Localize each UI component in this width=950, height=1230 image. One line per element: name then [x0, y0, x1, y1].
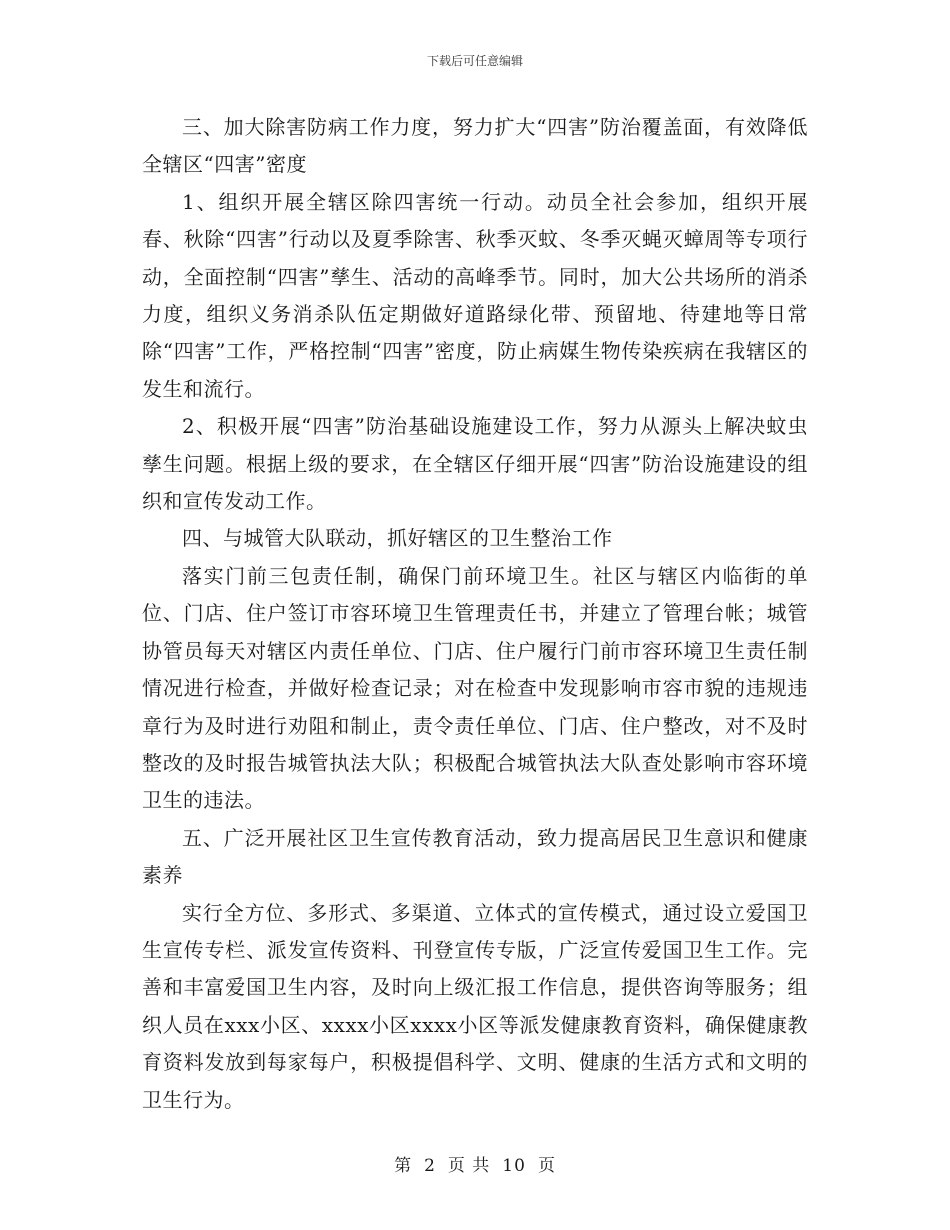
- body-paragraph: 2、积极开展“四害”防治基础设施建设工作，努力从源头上解决蚊虫孳生问题。根据上级的要求，在全辖区仔细开展“四害”防治设施建设的组织和宣传发动工作。: [142, 414, 808, 514]
- page-number-middle: 页 共: [447, 1156, 491, 1176]
- section-heading-4: 四、与城管大队联动，抓好辖区的卫生整治工作: [182, 526, 613, 551]
- body-paragraph: 1、组织开展全辖区除四害统一行动。动员全社会参加，组织开展春、秋除“四害”行动以及夏季除害、秋季灭蚊、冬季灭蝇灭蟑周等专项行动，全面控制“四害”孳生、活动的高峰季节。同时，加大公共场所的消杀力度，组织义务消杀队伍定期做好道路绿化带、预留地、待建地等日常除“四害”工作，严格控制“四害”密度，防止病媒生物传染疾病在我辖区的发生和流行。: [142, 189, 808, 401]
- page-number-prefix: 第: [394, 1156, 413, 1176]
- section-heading-5: 五、广泛开展社区卫生宣传教育活动，致力提高居民卫生意识和健康素养: [142, 825, 808, 888]
- body-paragraph: 实行全方位、多形式、多渠道、立体式的宣传模式，通过设立爱国卫生宣传专栏、派发宣传资料、刊登宣传专版，广泛宣传爱国卫生工作。完善和丰富爱国卫生内容，及时向上级汇报工作信息，提供咨询等服务；组织人员在xxx小区、xxxx小区xxxx小区等派发健康教育资料，确保健康教育资料发放到每家每户，积极提倡科学、文明、健康的生活方式和文明的卫生行为。: [142, 900, 808, 1112]
- page-number: [0, 1155, 950, 1177]
- total-pages: 10: [502, 1156, 526, 1176]
- section-heading-3: 三、加大除害防病工作力度，努力扩大“四害”防治覆盖面，有效降低全辖区“四害”密度: [142, 115, 808, 177]
- body-paragraph: 落实门前三包责任制，确保门前环境卫生。社区与辖区内临街的单位、门店、住户签订市容环境卫生管理责任书，并建立了管理台帐；城管协管员每天对辖区内责任单位、门店、住户履行门前市容环境卫生责任制情况进行检查，并做好检查记录；对在检查中发现影响市容市貌的违规违章行为及时进行劝阻和制止，责令责任单位、门店、住户整改，对不及时整改的及时报告城管执法大队；积极配合城管执法大队查处影响市容环境卫生的违法。: [142, 563, 808, 813]
- document-body: [142, 109, 808, 1119]
- page-header: 下载后可任意编辑: [426, 54, 523, 68]
- page-number-suffix: 页: [537, 1156, 556, 1176]
- current-page: 2: [424, 1156, 436, 1176]
